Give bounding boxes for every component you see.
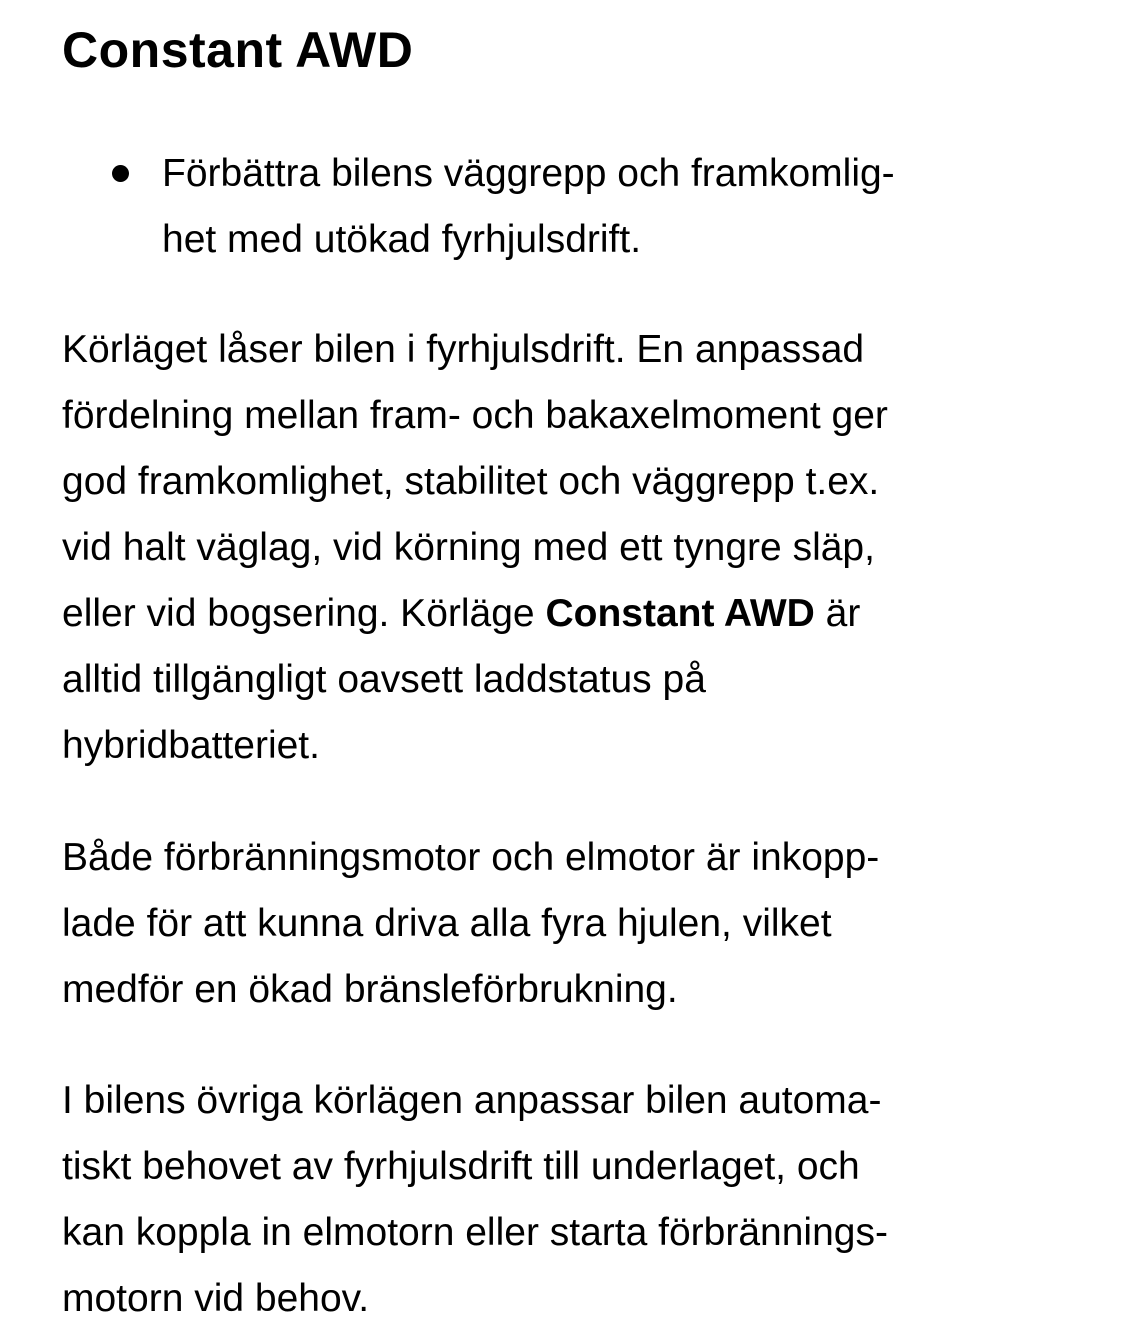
paragraph-line: vid halt väglag, vid körning med ett tyngre släp,: [62, 526, 875, 569]
paragraph-line: tiskt behovet av fyrhjulsdrift till underlaget, och: [62, 1145, 860, 1188]
paragraph-line: fördelning mellan fram- och bakaxelmoment ger: [62, 394, 888, 437]
drive-mode-emphasis: Constant AWD: [545, 592, 815, 635]
paragraph-line: hybridbatteriet.: [62, 724, 320, 767]
paragraph-line-with-emphasis: [62, 581, 1062, 647]
bullet-list: [62, 141, 1062, 273]
paragraph-line: medför en ökad bränsleförbrukning.: [62, 968, 678, 1011]
paragraph-motors: [62, 825, 1062, 1023]
paragraph-line: alltid tillgängligt oavsett laddstatus på: [62, 658, 706, 701]
paragraph-line: motorn vid behov.: [62, 1277, 370, 1320]
paragraph-line: Körläget låser bilen i fyrhjulsdrift. En anpassad: [62, 328, 865, 371]
paragraph-line: kan koppla in elmotorn eller starta förbrännings-: [62, 1211, 888, 1254]
paragraph-other-modes: [62, 1068, 1062, 1332]
paragraph-text: eller vid bogsering. Körläge: [62, 592, 546, 635]
paragraph-line: god framkomlighet, stabilitet och väggrepp t.ex.: [62, 460, 880, 503]
bullet-dot-icon: [112, 165, 129, 182]
bullet-text-line-1: Förbättra bilens väggrepp och framkomlig-: [162, 152, 895, 195]
paragraph-line: I bilens övriga körlägen anpassar bilen automa-: [62, 1079, 882, 1122]
paragraph-line: Både förbränningsmotor och elmotor är inkopp-: [62, 836, 880, 879]
paragraph-text: är: [814, 592, 861, 635]
bullet-text-line-2: het med utökad fyrhjulsdrift.: [162, 218, 642, 261]
section-heading: Constant AWD: [62, 22, 414, 78]
paragraph-drive-mode: [62, 317, 1062, 779]
paragraph-line: lade för att kunna driva alla fyra hjulen, vilket: [62, 902, 832, 945]
bullet-item: [62, 141, 1062, 273]
